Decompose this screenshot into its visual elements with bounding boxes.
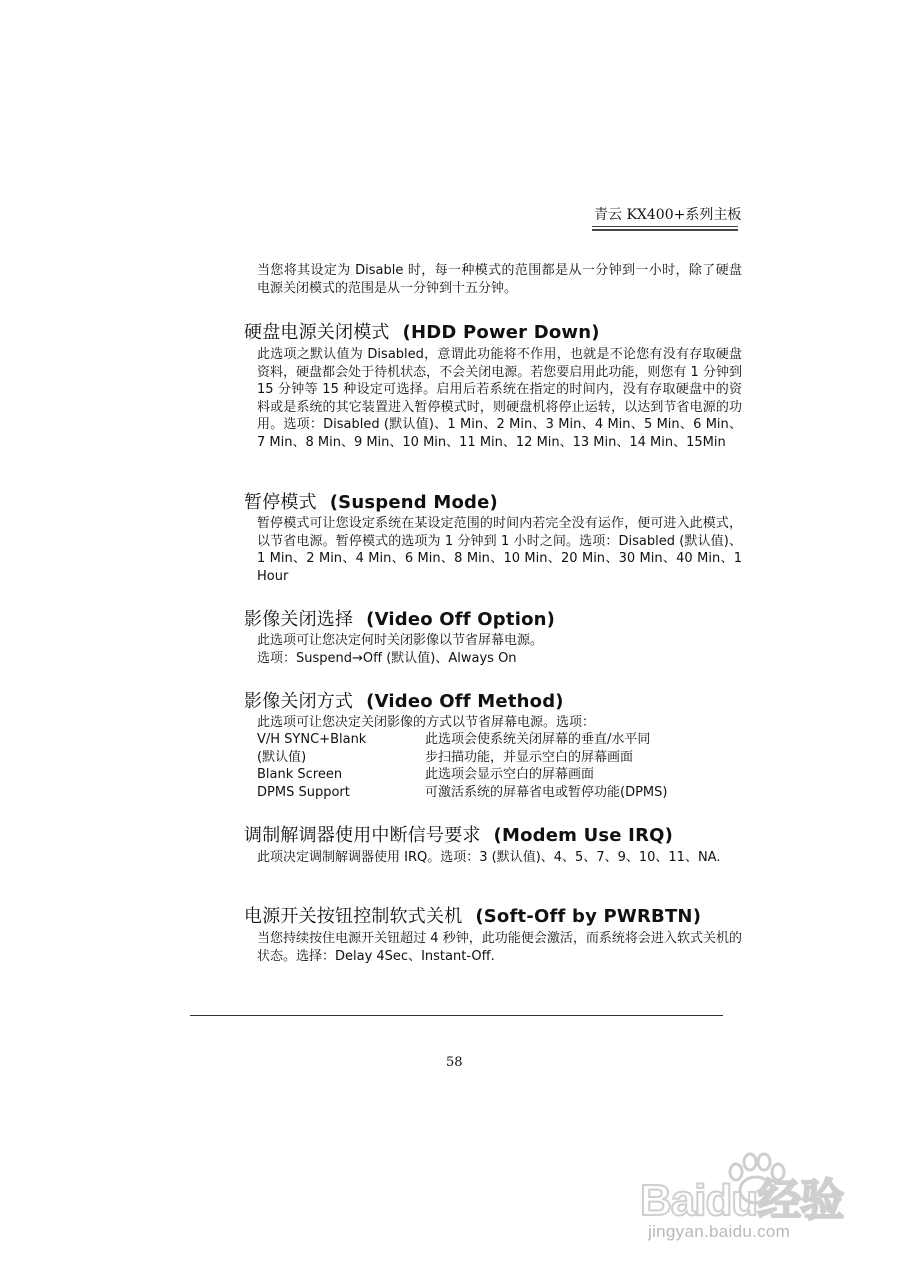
section-title-en: (Video Off Method) [366, 691, 564, 712]
option-row [257, 731, 745, 749]
option-value: 此选项会使系统关闭屏幕的垂直/水平同 [425, 732, 651, 747]
section-title-soft-off-by-pwrbtn [244, 902, 701, 928]
section-title-cn: 影像关闭选择 [244, 609, 354, 630]
watermark [640, 1150, 880, 1270]
section-title-en: (Suspend Mode) [329, 492, 498, 513]
option-key: Blank Screen [257, 767, 343, 783]
options-table [257, 731, 745, 801]
option-value: 此选项会显示空白的屏幕画面 [425, 767, 595, 783]
section-title-suspend-mode [244, 488, 498, 514]
option-row [257, 766, 745, 784]
body-line: 选项：Suspend→Off (默认值)、Always On [257, 650, 517, 666]
option-row [257, 784, 745, 802]
section-body-suspend-mode: 暂停模式可让您设定系统在某设定范围的时间内若完全没有运作，便可进入此模式，以节省电源。暂停模式的选项为 1 分钟到 1 小时之间。选项：Disabled (默认值)、1 Min、2 Min、4 Min、6 Min、8 Min、10 Min、20 Min、30 Min、40 Min、1 Hour [257, 516, 742, 584]
section-title-modem-use-irq [244, 821, 673, 847]
header-rule-thick [592, 229, 738, 231]
option-key: DPMS Support [257, 784, 350, 800]
section-title-en: (Modem Use IRQ) [493, 825, 674, 846]
section-title-hdd-power-down [244, 318, 600, 344]
section-title-cn: 电源开关按钮控制软式关机 [244, 906, 463, 927]
paw-icon [718, 1150, 794, 1210]
section-title-en: (Soft-Off by PWRBTN) [475, 906, 702, 927]
section-body-soft-off-by-pwrbtn: 当您持续按住电源开关钮超过 4 秒钟，此功能便会激活，而系统将会进入软式关机的状态。选择：Delay 4Sec、Instant-Off. [257, 931, 742, 964]
section-title-cn: 硬盘电源关闭模式 [244, 322, 390, 343]
option-value: 步扫描功能，并显示空白的屏幕画面 [425, 749, 634, 765]
section-title-video-off-option [244, 605, 555, 631]
footer-rule [190, 1015, 723, 1016]
section-title-en: (HDD Power Down) [402, 322, 600, 343]
body-line: 此选项可让您决定何时关闭影像以节省屏幕电源。 [257, 633, 544, 648]
watermark-url: jingyan.baidu.com [648, 1222, 791, 1241]
section-body-modem-use-irq: 此项决定调制解调器使用 IRQ。选项：3 (默认值)、4、5、7、9、10、11、NA. [257, 850, 721, 865]
option-key: V/H SYNC+Blank [257, 732, 367, 747]
section-title-cn: 调制解调器使用中断信号要求 [244, 825, 481, 846]
option-row [257, 749, 745, 767]
section-title-cn: 暂停模式 [244, 492, 317, 513]
section-title-video-off-method [244, 687, 564, 713]
section-body-hdd-power-down: 此选项之默认值为 Disabled，意谓此功能将不作用，也就是不论您有没有存取硬盘资料，硬盘都会处于待机状态，不会关闭电源。若您要启用此功能，则您有 1 分钟到 15 分钟等 15 种设定可选择。启用后若系统在指定的时间内，没有存取硬盘中的资料或是系统的其它装置进入暂停模式时，则硬盘机将停止运转，以达到节省电源的功用。选项：Disabled (默认值)、1 Min、2 Min、3 Min、4 Min、5 Min、6 Min、7 Min、8 Min、9 Min、10 Min、11 Min、12 Min、13 Min、14 Min、15Min [257, 347, 742, 450]
intro-paragraph: 当您将其设定为 Disable 时，每一种模式的范围都是从一分钟到一小时，除了硬盘电源关闭模式的范围是从一分钟到十五分钟。 [257, 263, 742, 296]
section-title-cn: 影像关闭方式 [244, 691, 354, 712]
option-value: 可激活系统的屏幕省电或暂停功能(DPMS) [425, 784, 668, 800]
header-rule [592, 226, 738, 227]
section-title-en: (Video Off Option) [366, 609, 556, 630]
section-body-video-off-option [257, 632, 742, 667]
section-body-video-off-method: 此选项可让您决定关闭影像的方式以节省屏幕电源。选项： [257, 715, 596, 730]
page-header: 青云 KX400+系列主板 [594, 207, 742, 223]
page-number: 58 [446, 1055, 463, 1070]
watermark-brand: Baidu经验 [640, 1176, 844, 1225]
option-key: (默认值) [257, 749, 307, 765]
